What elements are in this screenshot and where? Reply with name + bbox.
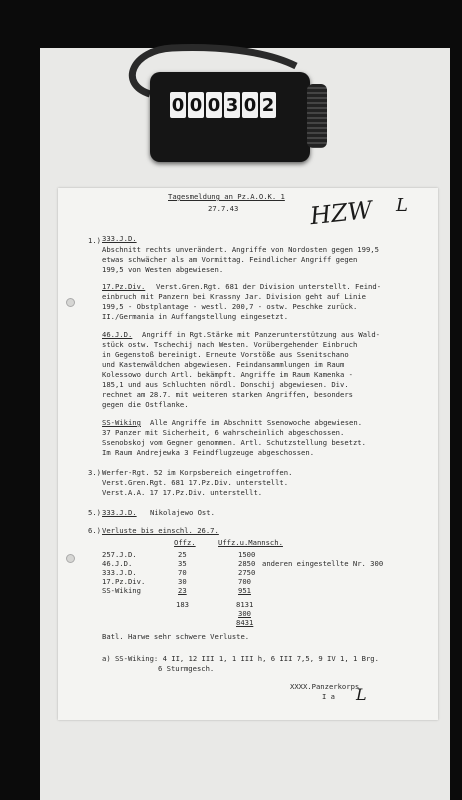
unit-heading: 333.J.D. [102,234,137,243]
counter-digit: 2 [260,92,276,118]
loss-sum-uffz: 8131 [236,600,254,609]
punch-hole-icon [66,298,75,307]
frame-counter [124,44,334,166]
loss-sum-offz: 183 [176,600,189,609]
text-line: 199,5 von Westen abgewiesen. [102,265,224,274]
text-line: Verst.Gren.Rgt. 681 17.Pz.Div. unterstellt. [102,478,289,487]
text-line: 199,5 - Obstplantage - westl. 200,7 - ostw. Peschke zurück. [102,302,358,311]
handwritten-mark: L [396,195,408,216]
loss-unit: 257.J.D. [102,550,137,559]
handwritten-initials: HZW [308,195,374,231]
unit-heading: 46.J.D. [102,330,133,339]
unit-heading: 17.Pz.Div. [102,282,146,291]
text-line: Angriff in Rgt.Stärke mit Panzerunterstützung aus Wald- [142,330,380,339]
item-number: 1.) [88,236,101,245]
handwritten-signature-mark: L [356,685,367,704]
col-uffz-header: Uffz.u.Mannsch. [218,538,283,547]
loss-uffz: 2750 [238,568,256,577]
text-line: a) SS-Wiking: 4 II, 12 III 1, 1 III h, 6 III 7,5, 9 IV 1, 1 Brg. [102,654,379,663]
text-line: Verst.Gren.Rgt. 681 der Division unterstellt. Feind- [156,282,382,291]
unit-heading: SS-Wiking [102,418,141,427]
loss-total-uffz: 8431 [236,618,254,627]
text-line: Nikolajewo Ost. [150,508,215,517]
text-line: II./Germania in Auffangstellung eingesetzt. [102,312,289,321]
text-line: 37 Panzer mit Sicherheit, 6 wahrscheinlich abgeschossen. [102,428,345,437]
signature-dept: I a [322,692,335,701]
loss-offz: 25 [178,550,187,559]
text-line: einbruch mit Panzern bei Krassny Jar. Division geht auf Linie [102,292,366,301]
punch-hole-icon [66,554,75,563]
text-line: Im Raum Andrejewka 3 Feindflugzeuge abgeschossen. [102,448,315,457]
counter-digit: 3 [224,92,240,118]
text-line: Kolessowo durch Artl. bekämpft. Angriffe im Raum Kamenka - [102,370,353,379]
text-line: gegen die Ostflanke. [102,400,189,409]
text-line: stück ostw. Tschechij nach Westen. Vorübergehender Einbruch [102,340,358,349]
counter-digit: 0 [170,92,186,118]
unit-heading: 333.J.D. [102,508,137,517]
text-line: rechnet am 28.7. mit weiteren starken Angriffen, besonders [102,390,353,399]
text-line: Alle Angriffe im Abschnitt Ssenowoche abgewiesen. [150,418,363,427]
signature-unit: XXXX.Panzerkorps [290,682,360,691]
counter-knob-icon [307,84,327,148]
text-line: in Gegenstoß bereinigt. Erneute Vorstöße aus Ssenitschano [102,350,349,359]
loss-uffz: 951 [238,586,251,595]
text-line: Batl. Harwe sehr schwere Verluste. [102,632,250,641]
loss-unit: 17.Pz.Div. [102,577,146,586]
counter-digit: 0 [206,92,222,118]
text-line: Ssenobskoj vom Gegner genommen. Artl. Schutzstellung besetzt. [102,438,366,447]
loss-uffz: 1500 [238,550,256,559]
loss-unit: 333.J.D. [102,568,137,577]
counter-digit: 0 [188,92,204,118]
text-line: Verst.A.A. 17 17.Pz.Div. unterstellt. [102,488,263,497]
text-line: 185,1 und aus Schluchten nördl. Donschij abgewiesen. Div. [102,380,349,389]
document-date: 27.7.43 [208,204,239,213]
document-title: Tagesmeldung an Pz.A.O.K. 1 [168,192,285,201]
loss-offz: 23 [178,586,187,595]
loss-uffz: 2850 [238,559,256,568]
loss-note: anderen eingestellte Nr. 300 [262,559,384,568]
loss-unit: 46.J.D. [102,559,133,568]
item-number: 3.) [88,468,101,477]
counter-digit: 0 [242,92,258,118]
counter-digits [170,92,276,118]
loss-offz: 70 [178,568,187,577]
text-line: und Kastenwäldchen abgewiesen. Feindansammlungen im Raum [102,360,345,369]
text-line: 6 Sturmgesch. [158,664,215,673]
item-number: 5.) [88,508,101,517]
col-offz-header: Offz. [174,538,196,547]
loss-offz: 30 [178,577,187,586]
document-sheet [58,188,438,720]
text-line: etwas schwächer als am Vormittag. Feindlicher Angriff gegen [102,255,358,264]
loss-unit: SS-Wiking [102,586,141,595]
loss-uffz: 700 [238,577,251,586]
losses-title: Verluste bis einschl. 26.7. [102,526,219,535]
item-number: 6.) [88,526,101,535]
loss-add-uffz: 300 [238,609,251,618]
text-line: Abschnitt rechts unverändert. Angriffe von Nordosten gegen 199,5 [102,245,379,254]
loss-offz: 35 [178,559,187,568]
text-line: Werfer-Rgt. 52 im Korpsbereich eingetroffen. [102,468,293,477]
